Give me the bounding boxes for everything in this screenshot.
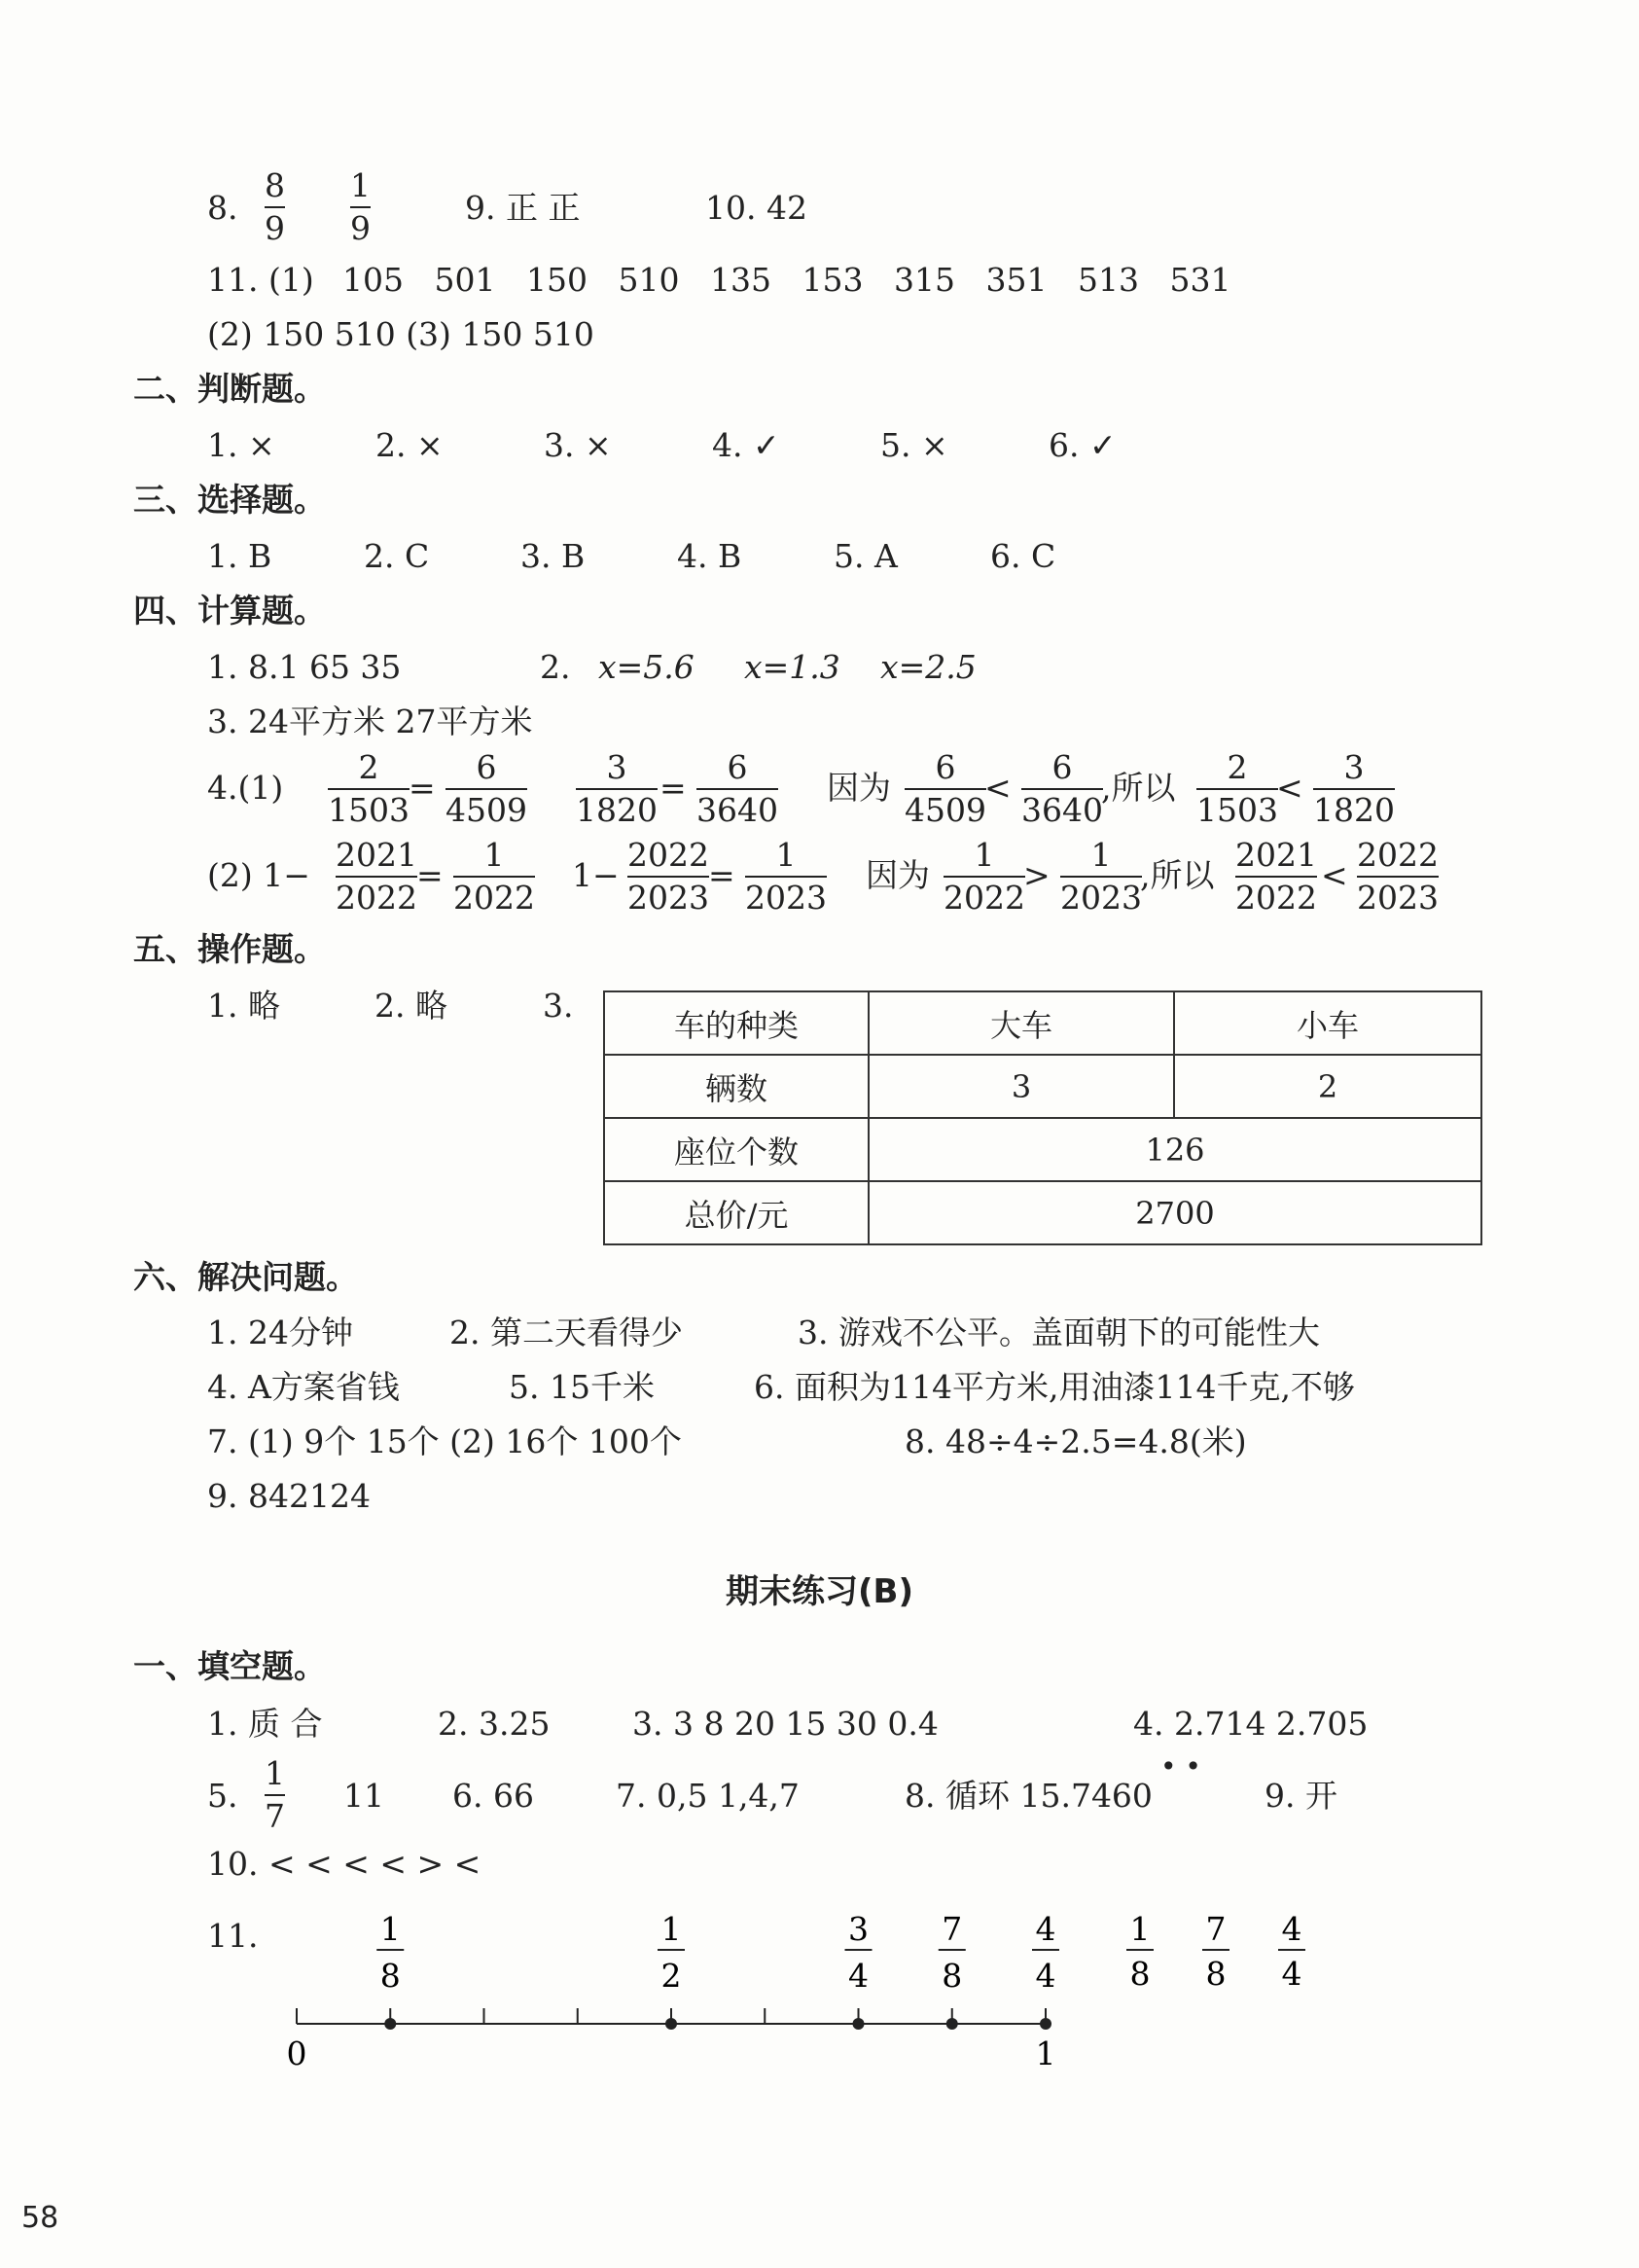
q11-value-1: 105: [342, 261, 404, 299]
q11-label: 11. (1): [207, 261, 314, 299]
choice-1: 1. B: [207, 537, 272, 575]
solve-1: 1. 24分钟: [207, 1314, 353, 1351]
calc-row4-frac-c: 2022 2023: [627, 836, 709, 917]
page-title: 期末练习(B): [726, 1572, 913, 1611]
solve-7: 7. (1) 9个 15个 (2) 16个 100个: [207, 1422, 682, 1460]
fill-b-2: 2. 3.25: [438, 1705, 551, 1743]
calc-row3-eq1: =: [409, 769, 436, 807]
table-cell: 总价/元: [604, 1181, 869, 1244]
calc-x1: x=5.6: [598, 648, 695, 686]
calc-row3-frac-f: 6 3640: [1021, 748, 1103, 829]
calc-x2: x=1.3: [744, 648, 840, 686]
calc-row2: 3. 24平方米 27平方米: [207, 702, 533, 740]
number-line-point-num: 3: [848, 1910, 869, 1948]
calc-row4-frac-h: 2022 2023: [1357, 836, 1439, 917]
calc-row4-frac-a: 2021 2022: [336, 836, 417, 917]
judge-3: 3. ×: [544, 426, 612, 464]
operate-item-2: 2. 略: [374, 987, 447, 1025]
table-cell: 126: [869, 1118, 1481, 1181]
solve-5: 5. 15千米: [509, 1368, 655, 1406]
table-cell: 3: [869, 1055, 1174, 1118]
calc-row4-frac-e: 1 2022: [944, 836, 1025, 917]
table-cell: 车的种类: [604, 991, 869, 1055]
calc-row4-gt: >: [1023, 856, 1051, 894]
calc-row4-frac-g: 2021 2022: [1235, 836, 1317, 917]
solve-4: 4. A方案省钱: [207, 1368, 400, 1406]
side-answer-den: 8: [1205, 1955, 1227, 1993]
number-line-point-den: 8: [942, 1957, 963, 1995]
calc-row3-frac-c: 3 1820: [576, 748, 658, 829]
q11-part2: (2) 150 510 (3) 150 510: [207, 315, 594, 353]
fill-b-6: 6. 66: [452, 1777, 534, 1815]
fill-b-5-label: 5.: [207, 1777, 238, 1815]
section-fill-title: 一、填空题。: [133, 1647, 326, 1685]
q9-answer: 9. 正 正: [465, 189, 581, 227]
number-line-point-num: 1: [379, 1910, 401, 1948]
q11-value-9: 513: [1078, 261, 1139, 299]
calc-row4-frac-d: 1 2023: [745, 836, 827, 917]
operate-item-3: 3.: [543, 987, 574, 1025]
calc-row3-frac-d: 6 3640: [696, 748, 778, 829]
section-calc-title: 四、计算题。: [133, 592, 326, 630]
table-cell: 辆数: [604, 1055, 869, 1118]
calc-row1-b-label: 2.: [540, 648, 571, 686]
table-cell: 座位个数: [604, 1118, 869, 1181]
q11-value-2: 501: [434, 261, 496, 299]
section-solve-title: 六、解决问题。: [133, 1258, 358, 1296]
page-number: 58: [21, 2201, 59, 2235]
number-line-point-den: 8: [379, 1957, 401, 1995]
solve-3: 3. 游戏不公平。盖面朝下的可能性大: [798, 1314, 1320, 1351]
number-line-point: [665, 2018, 677, 2030]
fill-b-10: 10. < < < < > <: [207, 1845, 481, 1883]
calc-row4-frac-b: 1 2022: [453, 836, 535, 917]
q11-value-4: 510: [618, 261, 680, 299]
judge-4: 4. ✓: [712, 426, 780, 464]
section-judge-title: 二、判断题。: [133, 370, 326, 408]
number-line-point-den: 4: [1035, 1957, 1056, 1995]
choice-4: 4. B: [677, 537, 742, 575]
side-answer-den: 4: [1281, 1955, 1302, 1993]
q11-value-7: 315: [894, 261, 955, 299]
number-line-point-num: 7: [942, 1910, 963, 1948]
calc-row3-frac-b: 6 4509: [445, 748, 527, 829]
fill-b-11-label: 11.: [207, 1917, 259, 1955]
table-cell: 2: [1174, 1055, 1481, 1118]
calc-row4-lt: <: [1321, 856, 1348, 894]
table-cell: 大车: [869, 991, 1174, 1055]
calc-row3-so: ,所以: [1101, 769, 1176, 807]
side-answer-den: 8: [1129, 1955, 1151, 1993]
repeat-dots: • •: [1160, 1750, 1201, 1782]
q11-value-6: 153: [802, 261, 864, 299]
table-cell: 小车: [1174, 991, 1481, 1055]
table-cell: 2700: [869, 1181, 1481, 1244]
section-choice-title: 三、选择题。: [133, 481, 326, 519]
judge-2: 2. ×: [375, 426, 444, 464]
calc-x3: x=2.5: [880, 648, 977, 686]
calc-row4-frac-f: 1 2023: [1060, 836, 1142, 917]
solve-6: 6. 面积为114平方米,用油漆114千克,不够: [754, 1368, 1355, 1406]
q8-label: 8.: [207, 189, 238, 227]
q8-fraction-1: 8 9: [265, 166, 285, 247]
judge-5: 5. ×: [880, 426, 948, 464]
side-answer-num: 4: [1281, 1910, 1302, 1948]
side-answer-num: 1: [1129, 1910, 1151, 1948]
number-line-point-den: 4: [848, 1957, 869, 1995]
choice-2: 2. C: [364, 537, 430, 575]
number-line-start-label: 0: [286, 2034, 307, 2072]
calc-row4-one: 1−: [572, 856, 620, 894]
number-line-point-num: 1: [660, 1910, 682, 1948]
calc-row3-because: 因为: [827, 769, 891, 807]
q11-value-3: 150: [526, 261, 588, 299]
choice-3: 3. B: [520, 537, 586, 575]
calc-row4-label: (2) 1−: [207, 856, 310, 894]
calc-row4-eq1: =: [416, 856, 444, 894]
number-line-end-label: 1: [1035, 2034, 1056, 2072]
q11-value-5: 135: [710, 261, 771, 299]
calc-row4-because: 因为: [866, 856, 930, 894]
number-line-point: [1040, 2018, 1051, 2030]
number-line-point: [946, 2018, 958, 2030]
calc-row3-label: 4.(1): [207, 769, 284, 807]
judge-1: 1. ×: [207, 426, 275, 464]
fill-b-4: 4. 2.714 2.705: [1133, 1705, 1369, 1743]
number-line-point: [853, 2018, 865, 2030]
calc-row4-so: ,所以: [1140, 856, 1215, 894]
fill-b-1: 1. 质 合: [207, 1705, 323, 1743]
fill-b-7: 7. 0,5 1,4,7: [616, 1777, 800, 1815]
q11-value-8: 351: [985, 261, 1048, 299]
fill-b-8: 8. 循环 15.7460: [905, 1777, 1153, 1815]
calc-row3-frac-a: 2 1503: [328, 748, 410, 829]
solve-9: 9. 842124: [207, 1477, 371, 1515]
side-answer-num: 7: [1205, 1910, 1227, 1948]
fill-b-9: 9. 开: [1265, 1777, 1337, 1815]
calc-row3-eq2: =: [659, 769, 687, 807]
fill-b-5-rest: 11: [343, 1777, 384, 1815]
calc-row3-lt: <: [984, 769, 1012, 807]
judge-6: 6. ✓: [1049, 426, 1117, 464]
calc-row3-frac-h: 3 1820: [1313, 748, 1395, 829]
solve-8: 8. 48÷4÷2.5=4.8(米): [905, 1422, 1247, 1460]
q8-fraction-2: 1 9: [350, 166, 371, 247]
calc-row1-a: 1. 8.1 65 35: [207, 648, 402, 686]
operate-item-1: 1. 略: [207, 987, 280, 1025]
calc-row3-frac-e: 6 4509: [905, 748, 986, 829]
q10-answer: 10. 42: [705, 189, 807, 227]
choice-5: 5. A: [834, 537, 898, 575]
section-operate-title: 五、操作题。: [133, 930, 326, 968]
q11-value-10: 531: [1169, 261, 1231, 299]
calc-row4-eq2: =: [708, 856, 735, 894]
number-line-point-den: 2: [660, 1957, 682, 1995]
number-line-point-num: 4: [1035, 1910, 1056, 1948]
calc-row3-lt2: <: [1276, 769, 1303, 807]
fill-b-3: 3. 3 8 20 15 30 0.4: [632, 1705, 939, 1743]
solve-2: 2. 第二天看得少: [449, 1314, 683, 1351]
number-line-point: [384, 2018, 396, 2030]
choice-6: 6. C: [990, 537, 1056, 575]
fill-b-5-fraction: 1 7: [265, 1754, 285, 1835]
calc-row3-frac-g: 2 1503: [1196, 748, 1278, 829]
